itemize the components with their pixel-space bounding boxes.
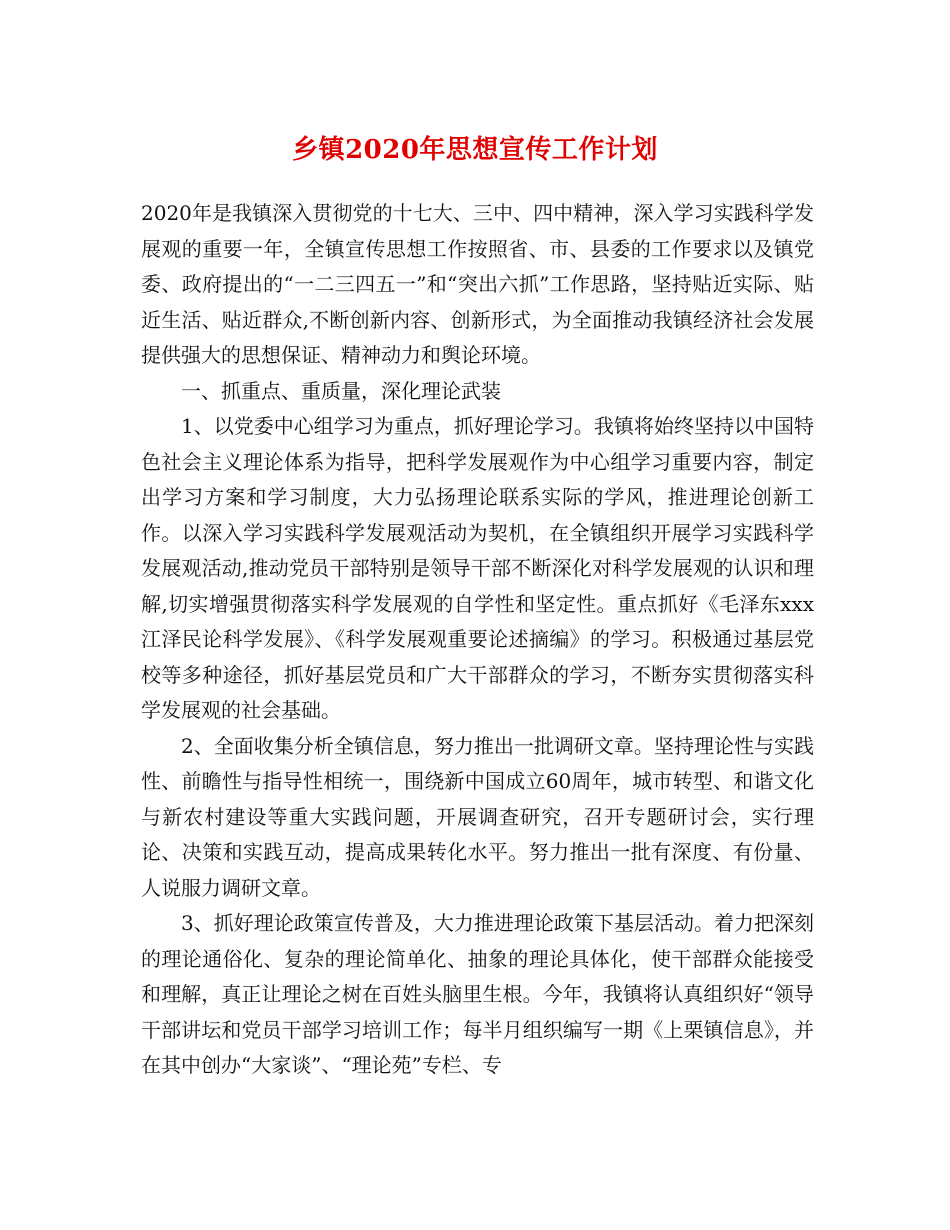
document-body (141, 196, 814, 1084)
intro-paragraph: 2020年是我镇深入贯彻党的十七大、三中、四中精神，深入学习实践科学发展观的重要一年，全镇宣传思想工作按照省、市、县委的工作要求以及镇党委、政府提出的“一二三四五一”和“突出六抓”工作思路，坚持贴近实际、贴近生活、贴近群众,不断创新内容、创新形式，为全面推动我镇经济社会发展提供强大的思想保证、精神动力和舆论环境。 (141, 201, 814, 367)
section-heading-1: 一、抓重点、重质量，深化理论武装 (181, 378, 501, 403)
document-title: 乡镇2020年思想宣传工作计划 (292, 135, 658, 165)
paragraph-item-1: 1、以党委中心组学习为重点，抓好理论学习。我镇将始终坚持以中国特色社会主义理论体系为指导，把科学发展观作为中心组学习重要内容，制定出学习方案和学习制度，大力弘扬理论联系实际的学风，推进理论创新工作。以深入学习实践科学发展观活动为契机，在全镇组织开展学习实践科学发展观活动,推动党员干部特别是领导干部不断深化对科学发展观的认识和理解,切实增强贯彻落实科学发展观的自学性和坚定性。重点抓好《毛泽东xxx江泽民论科学发展》、《科学发展观重要论述摘编》的学习。积极通过基层党校等多种途径，抓好基层党员和广大干部群众的学习，不断夯实贯彻落实科学发展观的社会基础。 (141, 414, 814, 722)
paragraph-item-3: 3、抓好理论政策宣传普及，大力推进理论政策下基层活动。着力把深刻的理论通俗化、复杂的理论简单化、抽象的理论具体化，使干部群众能接受和理解，真正让理论之树在百姓头脑里生根。今年，我镇将认真组织好“领导干部讲坛和党员干部学习培训工作；每半月组织编写一期《上栗镇信息》，并在其中创办“大家谈”、“理论苑”专栏、专 (141, 911, 814, 1077)
paragraph-item-2: 2、全面收集分析全镇信息，努力推出一批调研文章。坚持理论性与实践性、前瞻性与指导性相统一，围绕新中国成立60周年，城市转型、和谐文化与新农村建设等重大实践问题，开展调查研究，召开专题研讨会，实行理论、决策和实践互动，提高成果转化水平。努力推出一批有深度、有份量、人说服力调研文章。 (141, 733, 814, 900)
